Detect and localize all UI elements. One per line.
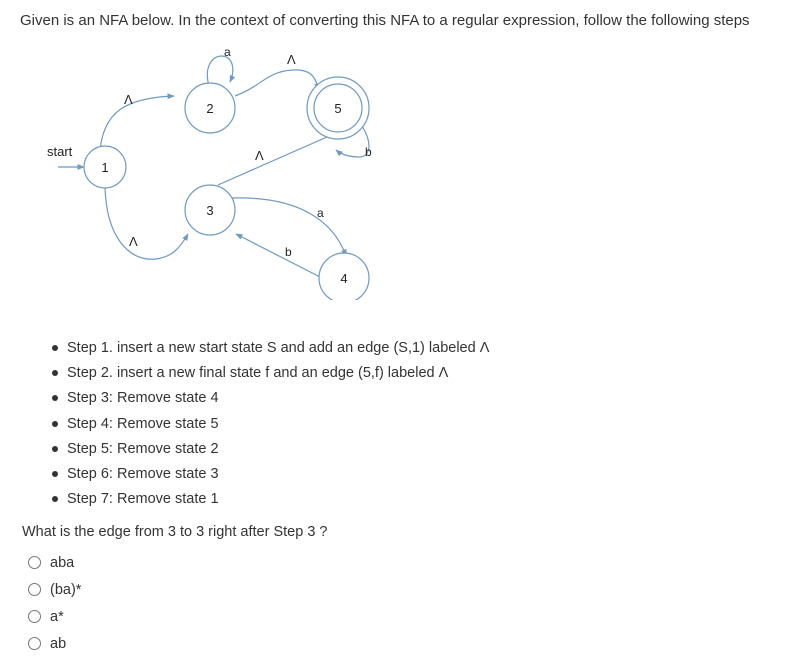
option-label: ab — [50, 635, 67, 652]
option-ab[interactable] — [28, 630, 81, 657]
radio-button[interactable] — [28, 637, 41, 650]
edge-1-2 — [100, 96, 174, 150]
edge-label-3-5: Λ — [255, 148, 264, 163]
step-item: Step 7: Remove state 1 — [50, 487, 489, 512]
state-label-2: 2 — [206, 101, 214, 116]
option-label: a* — [50, 608, 64, 625]
option-aba[interactable] — [28, 549, 81, 576]
step-item: Step 3: Remove state 4 — [50, 386, 489, 411]
step-item: Step 4: Remove state 5 — [50, 412, 489, 437]
edge-label-1-2: Λ — [124, 92, 133, 107]
step-item: Step 6: Remove state 3 — [50, 462, 489, 487]
option-a-star[interactable] — [28, 603, 81, 630]
edge-1-3 — [105, 186, 188, 259]
edge-label-1-3: Λ — [129, 234, 138, 249]
nfa-diagram — [0, 38, 420, 300]
state-1 — [84, 146, 126, 188]
edge-2-5 — [235, 70, 318, 96]
loop-2 — [207, 56, 232, 86]
radio-button[interactable] — [28, 556, 41, 569]
state-4 — [319, 253, 369, 300]
state-label-4: 4 — [340, 271, 348, 286]
edge-label-4-3: b — [285, 245, 292, 259]
option-label: (ba)* — [50, 581, 82, 598]
option-label: aba — [50, 554, 75, 571]
radio-button[interactable] — [28, 583, 41, 596]
state-label-1: 1 — [101, 160, 109, 175]
option-ba-star[interactable] — [28, 576, 81, 603]
edge-label-3-4: a — [317, 206, 324, 220]
edge-label-2-5: Λ — [287, 52, 296, 67]
edge-4-3 — [236, 234, 322, 278]
state-label-5: 5 — [334, 101, 342, 116]
loop-label-2: a — [224, 45, 231, 59]
loop-label-5: b — [365, 145, 372, 159]
state-5 — [307, 77, 369, 139]
radio-button[interactable] — [28, 610, 41, 623]
state-3 — [185, 185, 235, 235]
steps-list — [50, 336, 489, 512]
step-item: Step 2. insert a new final state f and an edge (5,f) labeled Λ — [50, 361, 489, 386]
step-item: Step 5: Remove state 2 — [50, 437, 489, 462]
answer-options — [28, 549, 81, 657]
state-2 — [185, 83, 235, 133]
step-item: Step 1. insert a new start state S and add an edge (S,1) labeled Λ — [50, 336, 489, 361]
start-label: start — [47, 144, 73, 159]
question-intro: Given is an NFA below. In the context of converting this NFA to a regular expression, follow the following steps — [20, 12, 750, 29]
state-label-3: 3 — [206, 203, 214, 218]
edge-3-5 — [218, 133, 336, 185]
question-text: What is the edge from 3 to 3 right after Step 3 ? — [22, 524, 328, 540]
